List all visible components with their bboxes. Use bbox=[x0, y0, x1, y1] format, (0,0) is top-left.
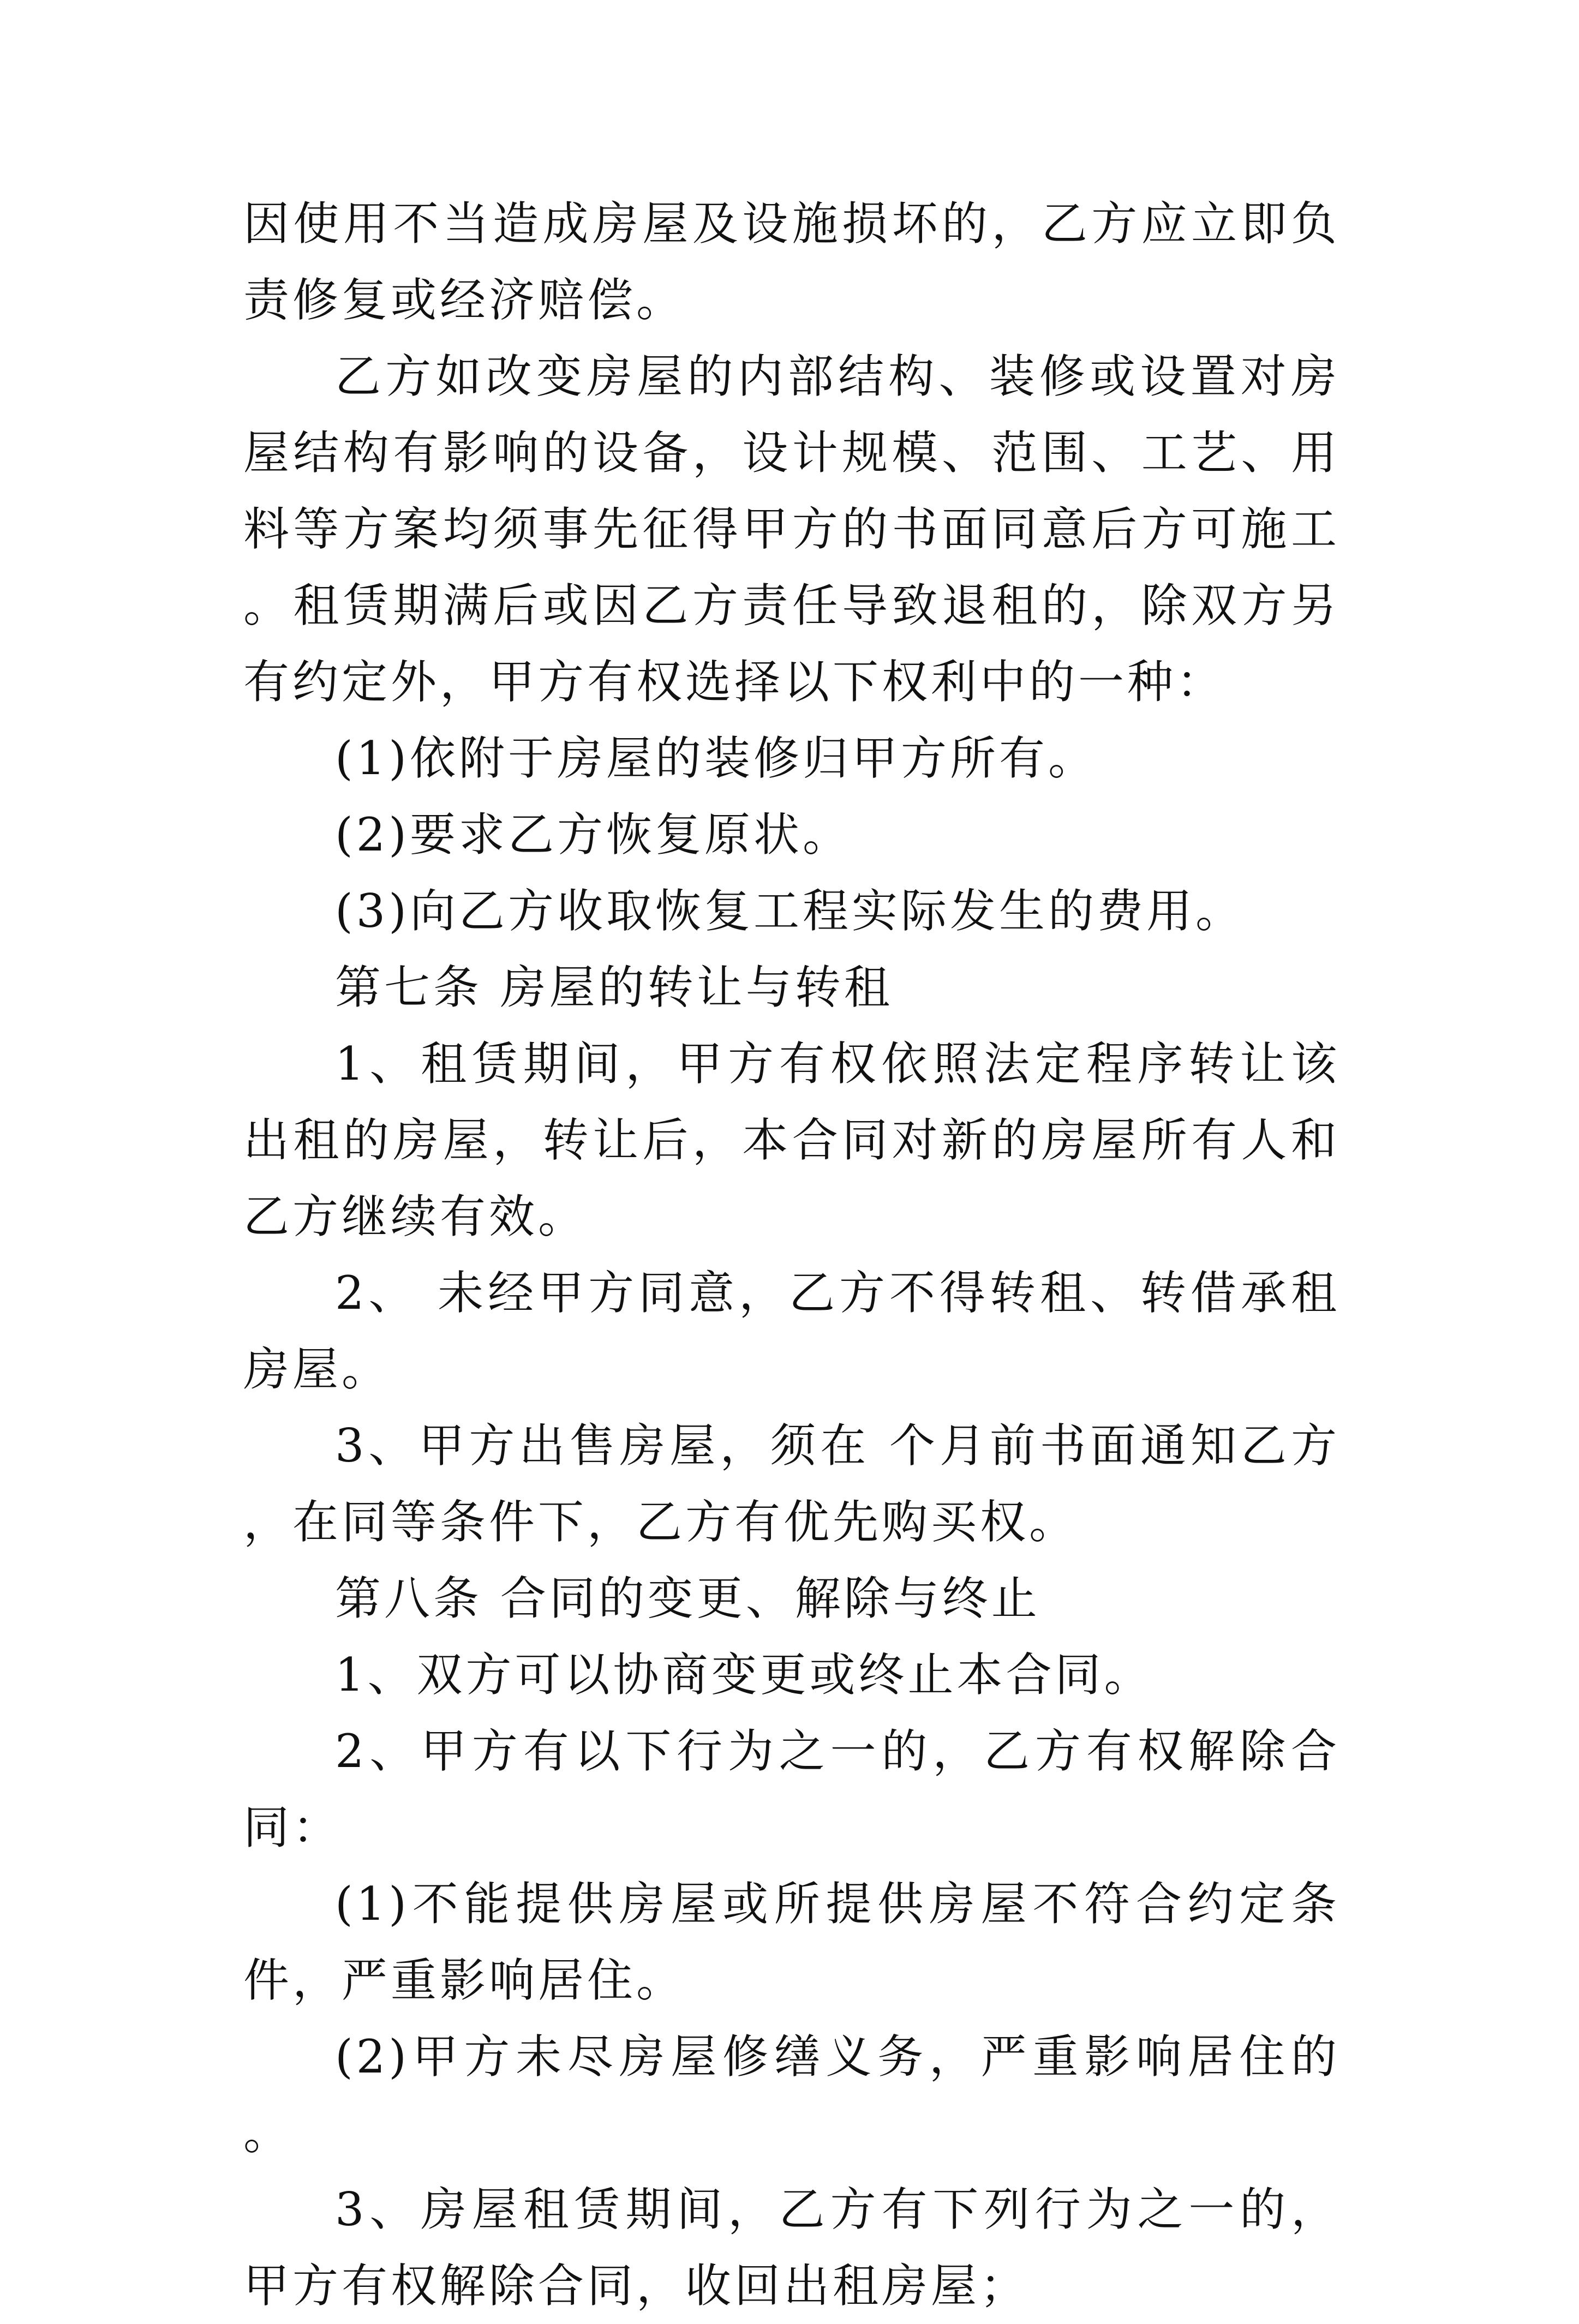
list-item-option-1: (1)依附于房屋的装修归甲方所有。 bbox=[335, 732, 1097, 785]
paragraph-article-8-item-1: 1、双方可以协商变更或终止本合同。 bbox=[335, 1648, 1153, 1702]
list-item-landlord-breach-1: (1)不能提供房屋或所提供房屋不符合约定条件，严重影响居住。 bbox=[243, 1877, 1340, 2007]
list-item-option-2: (2)要求乙方恢复原状。 bbox=[335, 808, 852, 861]
paragraph-article-8-item-2: 2、甲方有以下行为之一的，乙方有权解除合同： bbox=[243, 1724, 1340, 1854]
paragraph-continuation: 因使用不当造成房屋及设施损坏的，乙方应立即负责修复或经济赔偿。 bbox=[243, 197, 1340, 327]
paragraph-article-7-item-1: 1、租赁期间，甲方有权依照法定程序转让该出租的房屋，转让后，本合同对新的房屋所有人和乙方继续有效。 bbox=[243, 1037, 1340, 1243]
section-heading-article-7: 第七条 房屋的转让与转租 bbox=[335, 961, 893, 1014]
section-heading-article-8: 第八条 合同的变更、解除与终止 bbox=[335, 1572, 1040, 1625]
paragraph-article-7-item-2: 2、 未经甲方同意，乙方不得转租、转借承租房屋。 bbox=[243, 1266, 1340, 1396]
paragraph-renovation-clause: 乙方如改变房屋的内部结构、装修或设置对房屋结构有影响的设备，设计规模、范围、工艺、用料等方案均须事先征得甲方的书面同意后方可施工。租赁期满后或因乙方责任导致退租的，除双方另有约定外，甲方有权选择以下权利中的一种： bbox=[243, 350, 1340, 709]
paragraph-article-8-item-3: 3、房屋租赁期间，乙方有下列行为之一的，甲方有权解除合同，收回出租房屋； bbox=[243, 2183, 1340, 2313]
document-body bbox=[243, 185, 1340, 2324]
list-item-option-3: (3)向乙方收取恢复工程实际发生的费用。 bbox=[335, 884, 1245, 938]
list-item-landlord-breach-2: (2)甲方未尽房屋修缮义务，严重影响居住的。 bbox=[243, 2030, 1340, 2160]
paragraph-article-7-item-3: 3、甲方出售房屋，须在 个月前书面通知乙方，在同等条件下，乙方有优先购买权。 bbox=[243, 1419, 1340, 1549]
